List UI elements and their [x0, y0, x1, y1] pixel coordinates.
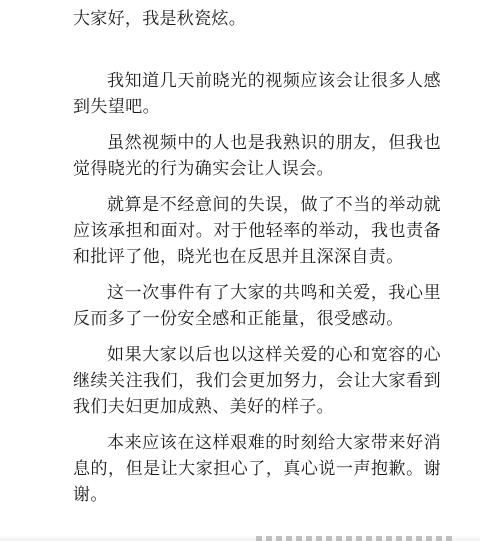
paragraph-3: 就算是不经意间的失误，做了不当的举动就应该承担和面对。对于他轻率的举动，我也责备和批评了他，晓光也在反思并且深深自责。 — [73, 195, 441, 267]
letter-body — [73, 68, 441, 518]
paragraph-5: 如果大家以后也以这样关爱的心和宽容的心继续关注我们，我们会更加努力，会让大家看到我们夫妇更加成熟、美好的样子。 — [73, 345, 441, 417]
paragraph-2: 虽然视频中的人也是我熟识的朋友，但我也觉得晓光的行为确实会让人误会。 — [73, 133, 441, 179]
paragraph-6: 本来应该在这样艰难的时刻给大家带来好消息的，但是让大家担心了，真心说一声抱歉。谢谢。 — [73, 433, 441, 505]
greeting-line: 大家好，我是秋瓷炫。 — [73, 9, 246, 29]
paragraph-1: 我知道几天前晓光的视频应该会让很多人感到失望吧。 — [73, 71, 441, 117]
watermark-fragment — [256, 536, 456, 541]
paragraph-4: 这一次事件有了大家的共鸣和关爱，我心里反而多了一份安全感和正能量，很受感动。 — [73, 283, 441, 329]
